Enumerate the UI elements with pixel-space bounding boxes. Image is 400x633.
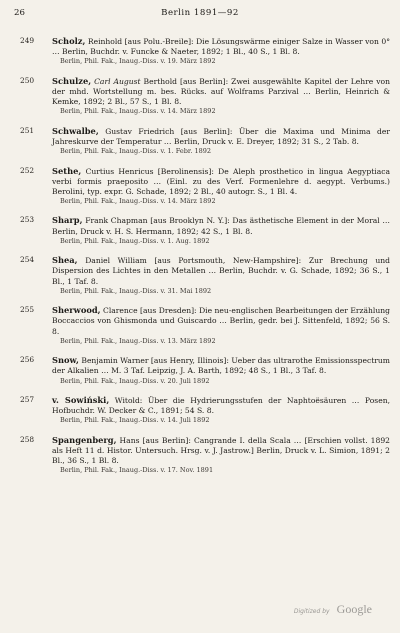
bibliography-entry [20,166,390,206]
bibliography-entry [20,355,390,385]
entry-number: 249 [20,36,35,45]
author-given-name: Carl August [94,76,141,86]
entry-list [0,36,400,485]
entry-citation [52,255,390,287]
author-surname: Snow, [52,355,79,366]
citation-text: Hans [aus Berlin]: Cangrande I. della Scala … [Erschien vollst. 1892 als Heft 11 d. Histor. Untersuch. Hrsg. v. J. Jastrow.] Berlin, Druck v. L. Simion, 1891; 2 Bl., 36 S., 1 Bl. 8. [52,435,390,466]
entry-citation [52,395,390,416]
bibliography-entry [20,36,390,66]
digitized-by-watermark [294,598,372,617]
citation-text: Berthold [aus Berlin]: Zwei ausgewählte Kapitel der Lehre von der mhd. Wortstellung m. bes. Rücks. auf Wolframs Parzival … Berlin, Heinrich & Kemke, 1892; 2 Bl., 57 S., 1 Bl. 8. [52,76,390,107]
dissertation-note: Berlin, Phil. Fak., Inaug.-Diss. v. 13. März 1892 [60,336,216,345]
entry-citation [52,435,390,467]
dissertation-note: Berlin, Phil. Fak., Inaug.-Diss. v. 20. Juli 1892 [60,376,210,385]
entry-number: 258 [20,434,35,444]
entry-citation [52,76,390,108]
entry-number: 255 [20,305,35,315]
entry-citation [52,166,390,198]
entry-citation [52,305,390,337]
entry-number: 253 [20,215,35,225]
citation-text: Reinhold [aus Polu.-Breile]: Die Lösungswärme einiger Salze in Wasser von 0° … Berlin, Buchdr. v. Funcke & Naeter, 1892; 1 Bl., 40 S., 1 Bl. 8. [52,37,390,57]
entry-number: 252 [20,165,35,175]
citation-text: Daniel William [aus Portsmouth, New-Hampshire]: Zur Brechung und Dispersion des Lichtes in den Metallen … Berlin, Buchdr. v. G. Schade, 1892; 36 S., 1 Bl., 1 Taf. 8. [52,256,390,286]
citation-text: Frank Chapman [aus Brooklyn N. Y.]: Das ästhetische Element in der Moral … Berlin, Druck v. H. S. Hermann, 1892; 42 S., 1 Bl. 8. [52,216,390,236]
entry-number: 251 [20,125,35,135]
bibliography-entry [20,215,390,245]
dissertation-note: Berlin, Phil. Fak., Inaug.-Diss. v. 14. März 1892 [60,107,216,116]
bibliography-entry [20,305,390,345]
citation-text: Gustav Friedrich [aus Berlin]: Über die Maxima und Minima der Jahreskurve der Temperatur … Berlin, Druck v. E. Dreyer, 1892; 31 S., 2 Tab. 8. [52,126,390,146]
dissertation-note: Berlin, Phil. Fak., Inaug.-Diss. v. 1. Febr. 1892 [60,147,212,156]
dissertation-note: Berlin, Phil. Fak., Inaug.-Diss. v. 31. Mai 1892 [60,286,212,295]
citation-text: Curtius Henricus [Berolinensis]: De Aleph prosthetico in lingua Aegyptiaca verbi formis praeposito … (Einl. zu des Verf. Formenlehre d. aegypt. Verbums.) Berolini, typ. expr. G. Schade, 1892; 2 Bl., 40 autogr. S., 1 Bl. 4. [52,166,390,196]
dissertation-note: Berlin, Phil. Fak., Inaug.-Diss. v. 17. Nov. 1891 [60,466,214,475]
author-surname: Shea, [52,255,78,266]
running-title: Berlin 1891—92 [161,8,239,18]
entry-citation [52,126,390,147]
author-surname: Scholz, [52,36,86,46]
author-surname: Sharp, [52,215,83,226]
dissertation-note: Berlin, Phil. Fak., Inaug.-Diss. v. 14. Juli 1892 [60,416,210,425]
citation-text: Witold: Über die Hydrierungsstufen der Naphtoësäuren … Posen, Hofbuchdr. W. Decker & C., 1891; 54 S. 8. [52,395,391,416]
entry-number: 256 [20,355,35,365]
dissertation-note: Berlin, Phil. Fak., Inaug.-Diss. v. 14. März 1892 [60,197,216,206]
bibliography-entry [20,126,390,156]
citation-text: Benjamin Warner [aus Henry, Illinois]: Ueber das ultrarothe Emissionsspectrum der Alkalien … M. 3 Taf. Leipzig, J. A. Barth, 1892; 48 S., 1 Bl., 3 Taf. 8. [52,356,391,376]
entry-number: 250 [20,75,35,85]
entry-citation [52,36,390,57]
google-wordmark: Google [336,602,372,616]
author-surname: Spangenberg, [52,434,117,445]
entry-citation [52,215,390,236]
entry-number: 254 [20,255,35,265]
author-surname: Sethe, [52,165,82,176]
entry-number: 257 [20,394,35,404]
citation-text: Clarence [aus Dresden]: Die neu-englischen Bearbeitungen der Erzählung Boccaccios von Ghismonda und Guiscardo … Berlin, gedr. bei J. Sittenfeld, 1892; 56 S. 8. [52,306,390,336]
author-surname: v. Sowiński, [52,394,110,405]
author-surname: Sherwood, [52,305,101,316]
dissertation-note: Berlin, Phil. Fak., Inaug.-Diss. v. 19. März 1892 [60,57,216,66]
author-surname: Schwalbe, [52,125,99,136]
bibliography-entry [20,255,390,295]
bibliography-entry [20,395,390,425]
bibliography-entry [20,435,390,475]
dissertation-note: Berlin, Phil. Fak., Inaug.-Diss. v. 1. Aug. 1892 [60,236,210,245]
page-number: 26 [14,8,25,18]
entry-citation [52,355,390,376]
digitized-by-label: Digitized by [293,608,330,615]
page-header [14,6,386,22]
author-surname: Schulze, [52,75,92,86]
bibliography-entry [20,76,390,116]
